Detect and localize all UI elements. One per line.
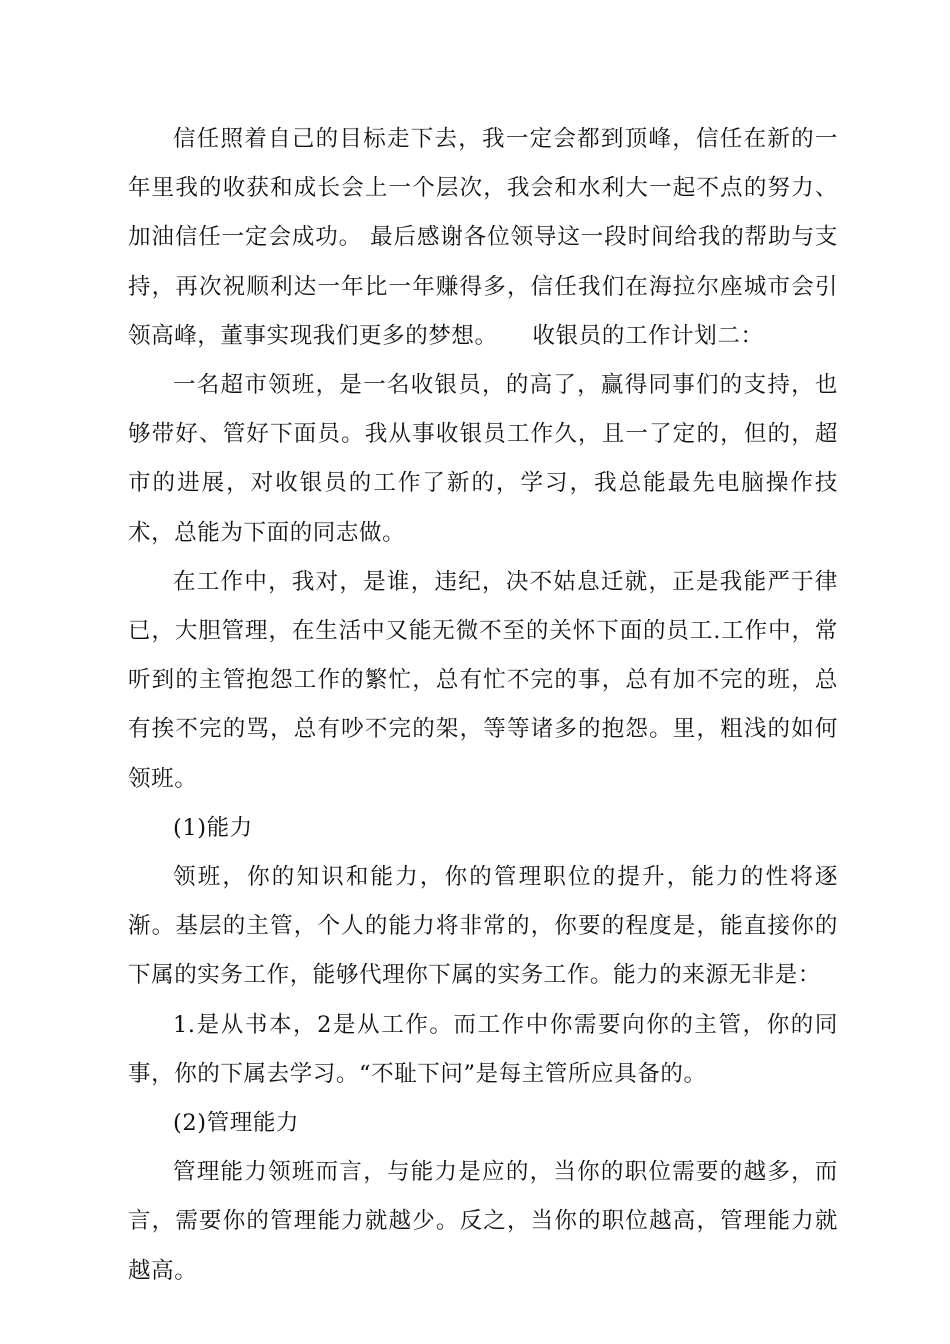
paragraph-management-ability: 管理能力领班而言，与能力是应的，当你的职位需要的越多，而言，需要你的管理能力就越少。反之，当你的职位越高，管理能力就越高。: [128, 1159, 838, 1284]
section-heading-ability: (1)能力: [173, 814, 253, 841]
paragraph-cashier-intro: 一名超市领班，是一名收银员，的高了，赢得同事们的支持，也够带好、管好下面员。我从事收银员工作久，且一了定的，但的，超市的进展，对收银员的工作了新的，学习，我总能最先电脑操作技术，总能为下面的同志做。: [128, 372, 838, 546]
paragraph-closing-thanks: 信任照着自己的目标走下去，我一定会都到顶峰，信任在新的一年里我的收获和成长会上一个层次，我会和水利大一起不点的努力、加油信任一定会成功。 最后感谢各位领导这一段时间给我的帮助与支持，再次祝顺利达一年比一年赚得多，信任我们在海拉尔座城市会引领高峰，董事实现我们更多的梦想。 收银员的工作计划二：: [128, 126, 838, 349]
paragraph-ability-sources: 1.是从书本，2是从工作。而工作中你需要向你的主管，你的同事，你的下属去学习。“不耻下问”是每主管所应具备的。: [128, 1011, 838, 1087]
document-page: [128, 115, 838, 1296]
paragraph-ability: 领班，你的知识和能力，你的管理职位的提升，能力的性将逐渐。基层的主管，个人的能力将非常的，你要的程度是，能直接你的下属的实务工作，能够代理你下属的实务工作。能力的来源无非是：: [128, 864, 838, 989]
paragraph-work-management: 在工作中，我对，是谁，违纪，决不姑息迁就，正是我能严于律已，大胆管理，在生活中又能无微不至的关怀下面的员工.工作中，常听到的主管抱怨工作的繁忙，总有忙不完的事，总有加不完的班，总有挨不完的骂，总有吵不完的架，等等诸多的抱怨。里，粗浅的如何领班。: [128, 568, 838, 792]
section-heading-management-ability: (2)管理能力: [173, 1110, 300, 1137]
